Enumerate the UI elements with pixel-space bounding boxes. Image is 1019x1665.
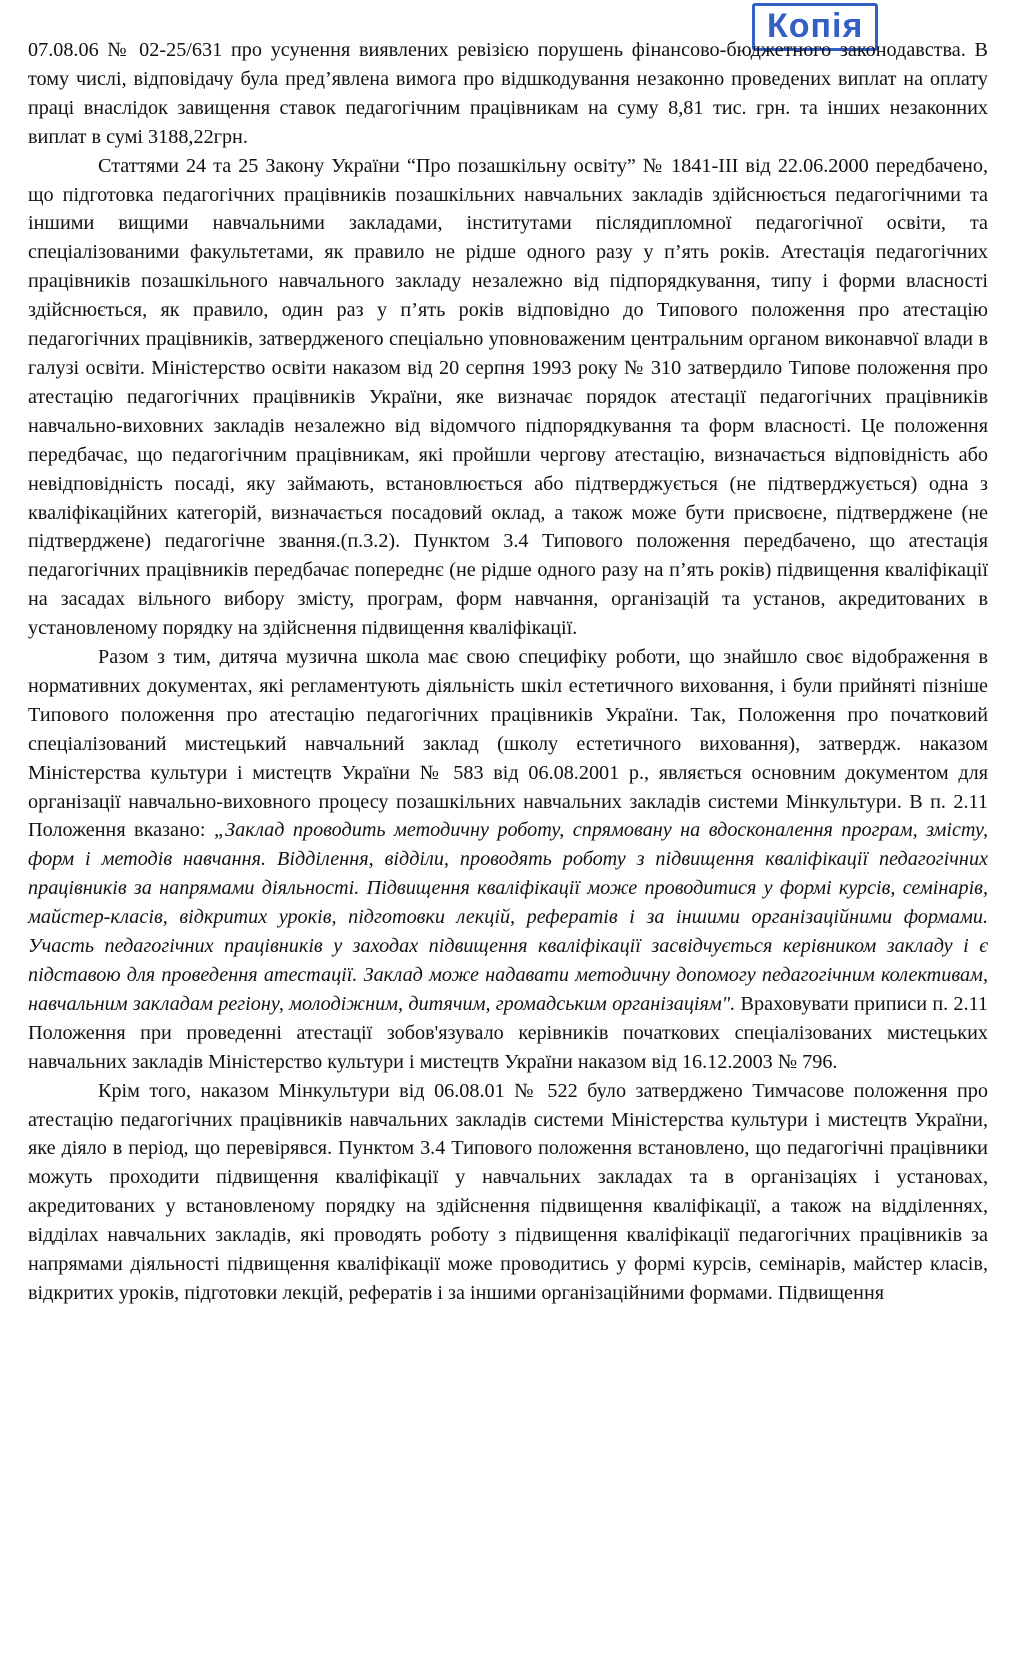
copy-stamp: Копія <box>752 3 878 51</box>
paragraph-4: Крім того, наказом Мінкультури від 06.08.01 № 522 було затверджено Тимчасове положення про атестацію педагогічних працівників навчальних закладів системи Міністерства культури і мистецтв України, яке діяло в період, що перевірявся. Пунктом 3.4 Типового положення встановлено, що педагогічні працівники можуть проходити підвищення кваліфікації у навчальних закладах та в організаціях і установах, акредитованих у встановленому порядку на здійснення підвищення кваліфікації, а також на відділеннях, відділах навчальних закладів, які проводять роботу з підвищення кваліфікації педагогічних працівників за напрямами діяльності підвищення кваліфікації може проводитись у формі курсів, семінарів, майстер класів, відкритих уроків, підготовки лекцій, рефератів і за іншими організаційними формами. Підвищення <box>28 1079 988 1304</box>
paragraph-1: 07.08.06 № 02-25/631 про усунення виявлених ревізією порушень фінансово-бюджетного законодавства. В тому числі, відповідачу була пред’явлена вимога про відшкодування незаконно проведених виплат на оплату праці внаслідок завищення ставок педагогічним працівникам на суму 8,81 тис. грн. та інших незаконних виплат в сумі 3188,22грн. <box>28 39 988 148</box>
document-page <box>28 36 988 1308</box>
paragraph-3 <box>28 643 988 1077</box>
paragraph-3-conclusion: Враховувати приписи п. 2.11 Положення при проведенні атестації зобов'язувало керівників початкових спеціалізованих мистецьких навчальних закладів Міністерство культури і мистецтв України наказом від 16.12.2003 № 796. <box>28 992 989 1073</box>
regulation-quote: „Заклад проводить методичну роботу, спрямовану на вдосконалення програм, змісту, форм і методів навчання. Відділення, відділи, проводять роботу з підвищення кваліфікації педагогічних працівників за напрямами діяльності. Підвищення кваліфікації може проводитися у формі курсів, семінарів, майстер-класів, відкритих уроків, підготовки лекцій, рефератів і за іншими організаційними формами. Участь педагогічних працівників у заходах підвищення кваліфікації засвідчується керівником закладу і є підставою для проведення атестації. Заклад може надавати методичну допомогу педагогічним колективам, навчальним закладам регіону, молодіжним, дитячим, громадським організаціям". <box>28 819 988 1015</box>
paragraph-2: Статтями 24 та 25 Закону України “Про позашкільну освіту” № 1841-ІІІ від 22.06.2000 передбачено, що підготовка педагогічних працівників позашкільних навчальних закладів здійснюється педагогічними та іншими вищими навчальними закладами, інститутами післядипломної педагогічної освіти, та спеціалізованими факультетами, як правило не рідше одного разу у п’ять років. Атестація педагогічних працівників позашкільного навчального закладу незалежно від підпорядкування, типу і форми власності здійснюється, як правило, один раз у п’ять років відповідно до Типового положення про атестацію педагогічних працівників, затвердженого спеціально уповноваженим центральним органом виконавчої влади в галузі освіти. Міністерство освіти наказом від 20 серпня 1993 року № 310 затвердило Типове положення про атестацію педагогічних працівників України, яке визначає порядок атестації педагогічних працівників навчально-виховних закладів незалежно від відомчого підпорядкування та форм власності. Це положення передбачає, що педагогічним працівникам, які пройшли чергову атестацію, визначається відповідність або невідповідність посаді, яку займають, встановлюється або підтверджується (не підтверджується) одна з кваліфікаційних категорій, визначається посадовий оклад, а також може бути присвоєне, підтверджене (не підтверджене) педагогічне звання.(п.3.2). Пунктом 3.4 Типового положення передбачено, що атестація педагогічних працівників передбачає попереднє (не рідше одного разу на п’ять років) підвищення кваліфікації на засадах вільного вибору змісту, програм, форм навчання, організацій та установ, акредитованих в установленому порядку на здійснення підвищення кваліфікації. <box>28 154 988 640</box>
paragraph-3-intro: Разом з тим, дитяча музична школа має свою специфіку роботи, що знайшло своє відображення в нормативних документах, які регламентують діяльність шкіл естетичного виховання, і були прийняті пізніше Типового положення про атестацію педагогічних працівників України. Так, Положення про початковий спеціалізований мистецький навчальний заклад (школу естетичного виховання), затвердж. наказом Міністерства культури і мистецтв України № 583 від 06.08.2001 р., являється основним документом для організації навчально-виховного процесу позашкільних навчальних закладів системи Мінкультури. В п. 2.11 Положення вказано: <box>28 646 988 842</box>
